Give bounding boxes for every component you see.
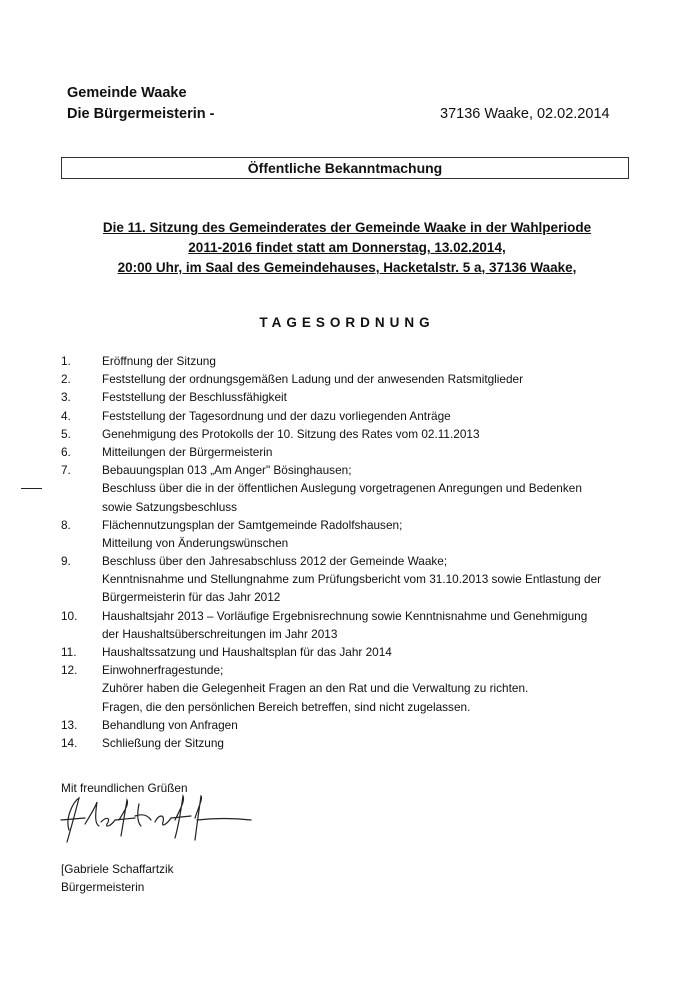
intro-line-2: 2011-2016 findet statt am Donnerstag, 13.02.2014, [188,240,506,255]
agenda-item [0,661,694,679]
agenda-item-text: Mitteilung von Änderungswünschen [102,535,289,550]
agenda-item [0,461,694,479]
signer-role: Bürgermeisterin [61,880,145,894]
agenda-item-number: 5. [61,426,71,441]
agenda-item-number: 10. [61,608,78,623]
agenda-item-number: 8. [61,517,71,532]
agenda-item-text: Kenntnisnahme und Stellungnahme zum Prüfungsbericht vom 31.10.2013 sowie Entlastung der [102,572,602,587]
signer-name: [Gabriele Schaffartzik [61,862,174,876]
agenda-item-text: Zuhörer haben die Gelegenheit Fragen an den Rat und die Verwaltung zu richten. [102,681,529,696]
agenda-item [0,425,694,443]
agenda-item [0,552,694,570]
agenda-item [0,625,694,643]
agenda-item-number: 2. [61,372,71,387]
agenda-item-text: Fragen, die den persönlichen Bereich betreffen, sind nicht zugelassen. [102,699,471,714]
agenda-item [0,698,694,716]
intro-line-1: Die 11. Sitzung des Gemeinderates der Gemeinde Waake in der Wahlperiode [102,220,592,235]
agenda-item-number: 13. [61,717,78,732]
agenda-item [0,534,694,552]
agenda-item-text: Feststellung der Beschlussfähigkeit [102,390,287,405]
office-title: Die Bürgermeisterin - [67,106,215,122]
signature [55,790,255,850]
agenda-item [0,679,694,697]
margin-mark [21,488,42,489]
agenda-item-text: Feststellung der Tagesordnung und der dazu vorliegenden Anträge [102,408,451,423]
agenda-item-text: Flächennutzungsplan der Samtgemeinde Radolfshausen; [102,517,403,532]
agenda-item [0,479,694,497]
agenda-item-number: 12. [61,663,78,678]
closing-greeting: Mit freundlichen Grüßen [61,781,188,795]
agenda-item-text: Haushaltsjahr 2013 – Vorläufige Ergebnisrechnung sowie Kenntnisnahme und Genehmigung [102,608,588,623]
agenda-item-text: sowie Satzungsbeschluss [102,499,238,514]
agenda-item [0,498,694,516]
agenda-item [0,388,694,406]
agenda-item [0,370,694,388]
agenda-item-text: Beschluss über die in der öffentlichen Auslegung vorgetragenen Anregungen und Bedenken [102,481,582,496]
agenda-item-text: Bebauungsplan 013 „Am Anger" Bösinghausen; [102,463,352,478]
notice-title: Öffentliche Bekanntmachung [61,157,629,179]
agenda-item-number: 1. [61,354,71,368]
agenda-item [0,716,694,734]
agenda-item-number: 6. [61,444,71,459]
agenda-item [0,352,694,370]
agenda-item-number: 9. [61,554,71,569]
agenda-item [0,516,694,534]
agenda-item [0,643,694,661]
agenda-item-text: Schließung der Sitzung [102,735,224,750]
agenda-item-text: Genehmigung des Protokolls der 10. Sitzung des Rates vom 02.11.2013 [102,426,480,441]
intro-line-3: 20:00 Uhr, im Saal des Gemeindehauses, Hacketalstr. 5 a, 37136 Waake, [117,260,577,275]
agenda-item [0,734,694,752]
agenda-list [0,352,694,752]
agenda-item [0,570,694,588]
agenda-item-text: Mitteilungen der Bürgermeisterin [102,444,273,459]
agenda-item-text: Eröffnung der Sitzung [102,354,216,368]
municipality-name: Gemeinde Waake [67,85,187,101]
agenda-item-text: Beschluss über den Jahresabschluss 2012 der Gemeinde Waake; [102,554,448,569]
agenda-item-text: Behandlung von Anfragen [102,717,238,732]
agenda-item [0,588,694,606]
agenda-item-number: 4. [61,408,71,423]
agenda-item-text: Haushaltssatzung und Haushaltsplan für das Jahr 2014 [102,645,392,659]
agenda-item-text: Bürgermeisterin für das Jahr 2012 [102,590,281,605]
agenda-item-number: 11. [61,645,77,659]
agenda-item-text: Einwohnerfragestunde; [102,663,224,678]
agenda-title: TAGESORDNUNG [259,315,435,330]
agenda-item-text: der Haushaltsüberschreitungen im Jahr 2013 [102,626,338,641]
agenda-item [0,607,694,625]
agenda-item-number: 3. [61,390,71,405]
agenda-item [0,443,694,461]
agenda-item-number: 14. [61,735,78,750]
agenda-item [0,407,694,425]
agenda-item-text: Feststellung der ordnungsgemäßen Ladung und der anwesenden Ratsmitglieder [102,372,524,387]
place-date: 37136 Waake, 02.02.2014 [440,106,610,122]
agenda-item-number: 7. [61,463,71,478]
